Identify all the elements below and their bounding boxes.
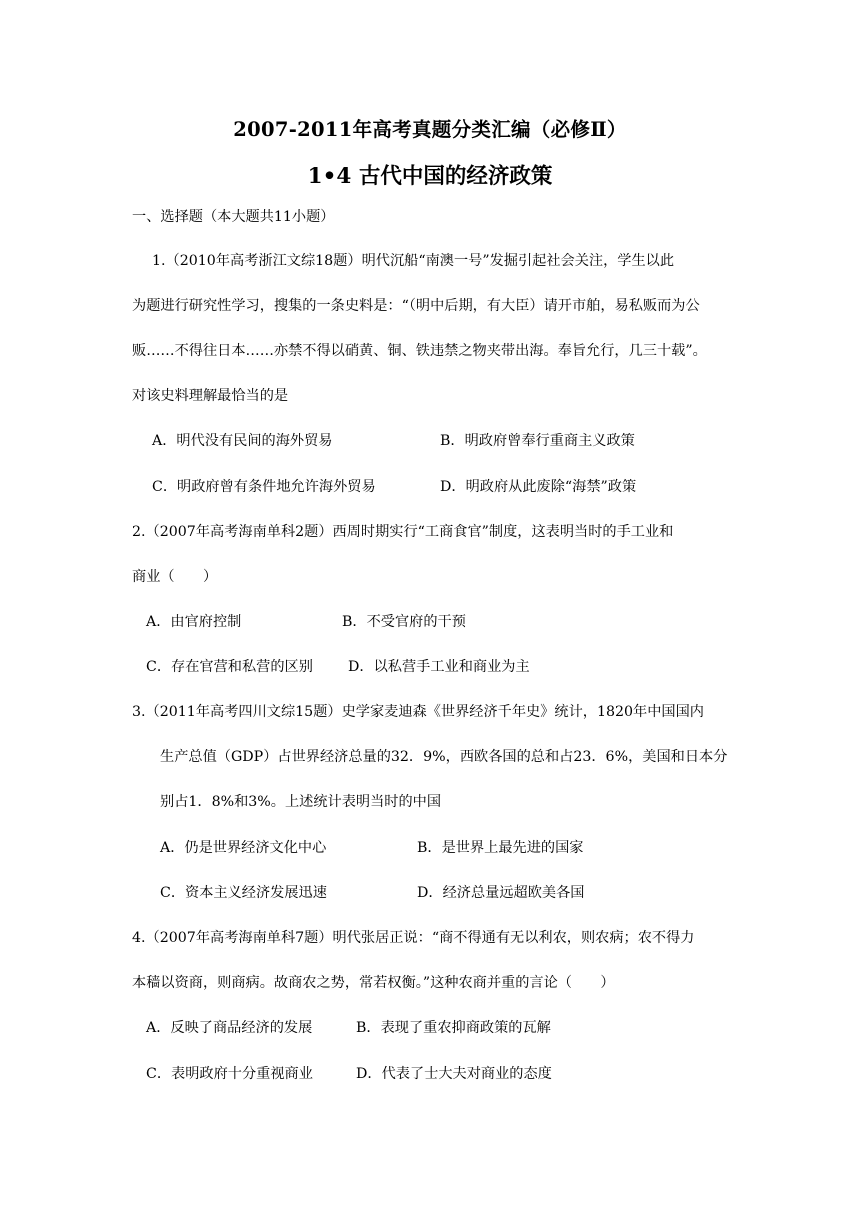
option-d: D．明政府从此废除“海禁”政策 xyxy=(440,479,637,495)
option-b: B．不受官府的干预 xyxy=(342,614,466,630)
question-text-line: 为题进行研究性学习，搜集的一条史料是：“（明中后期，有大臣）请开市舶，易私贩而为公 xyxy=(132,298,700,314)
option-d: D．经济总量远超欧美各国 xyxy=(417,885,585,901)
question-text-line: 2.（2007年高考海南单科2题）西周时期实行“工商食官”制度，这表明当时的手工业和 xyxy=(132,524,674,540)
question-text-line: 3.（2011年高考四川文综15题）史学家麦迪森《世界经济千年史》统计，1820年中国国内 xyxy=(132,704,704,720)
section-heading: 一、选择题（本大题共11小题） xyxy=(132,209,335,225)
option-c: C．明政府曾有条件地允许海外贸易 xyxy=(152,479,376,495)
option-a: A．明代没有民间的海外贸易 xyxy=(152,433,333,449)
question-text-line: 别占1．8%和3%。上述统计表明当时的中国 xyxy=(160,794,442,810)
option-c: C．表明政府十分重视商业 xyxy=(146,1066,313,1082)
question-text-line: 1.（2010年高考浙江文综18题）明代沉船“南澳一号”发掘引起社会关注，学生以此 xyxy=(152,253,675,269)
option-c: C．存在官营和私营的区别 xyxy=(146,659,313,675)
option-a: A．反映了商品经济的发展 xyxy=(146,1020,313,1036)
question-text-line: 本穑以资商，则商病。故商农之势，常若权衡。”这种农商并重的言论（ ） xyxy=(132,975,615,991)
option-d: D．以私营手工业和商业为主 xyxy=(348,659,530,675)
question-text-line: 贩……不得往日本……亦禁不得以硝黄、铜、铁违禁之物夹带出海。奉旨允行，几三十载”。 xyxy=(132,343,707,359)
question-text-line: 商业（ ） xyxy=(132,569,218,585)
document-title: 2007-2011年高考真题分类汇编（必修Ⅱ） xyxy=(233,118,627,141)
option-b: B．是世界上最先进的国家 xyxy=(417,840,584,856)
option-b: B．明政府曾奉行重商主义政策 xyxy=(440,433,635,449)
question-text-line: 4.（2007年高考海南单科7题）明代张居正说：“商不得通有无以利农，则农病；农不得力 xyxy=(132,930,695,946)
option-d: D．代表了士大夫对商业的态度 xyxy=(356,1066,552,1082)
question-text-line: 生产总值（GDP）占世界经济总量的32．9%，西欧各国的总和占23．6%，美国和日本分 xyxy=(160,749,728,765)
option-a: A．由官府控制 xyxy=(146,614,242,630)
option-b: B．表现了重农抑商政策的瓦解 xyxy=(356,1020,551,1036)
option-c: C．资本主义经济发展迅速 xyxy=(160,885,327,901)
document-subtitle: 1•4 古代中国的经济政策 xyxy=(307,164,553,189)
option-a: A．仍是世界经济文化中心 xyxy=(160,840,327,856)
question-text-line: 对该史料理解最恰当的是 xyxy=(132,388,289,404)
